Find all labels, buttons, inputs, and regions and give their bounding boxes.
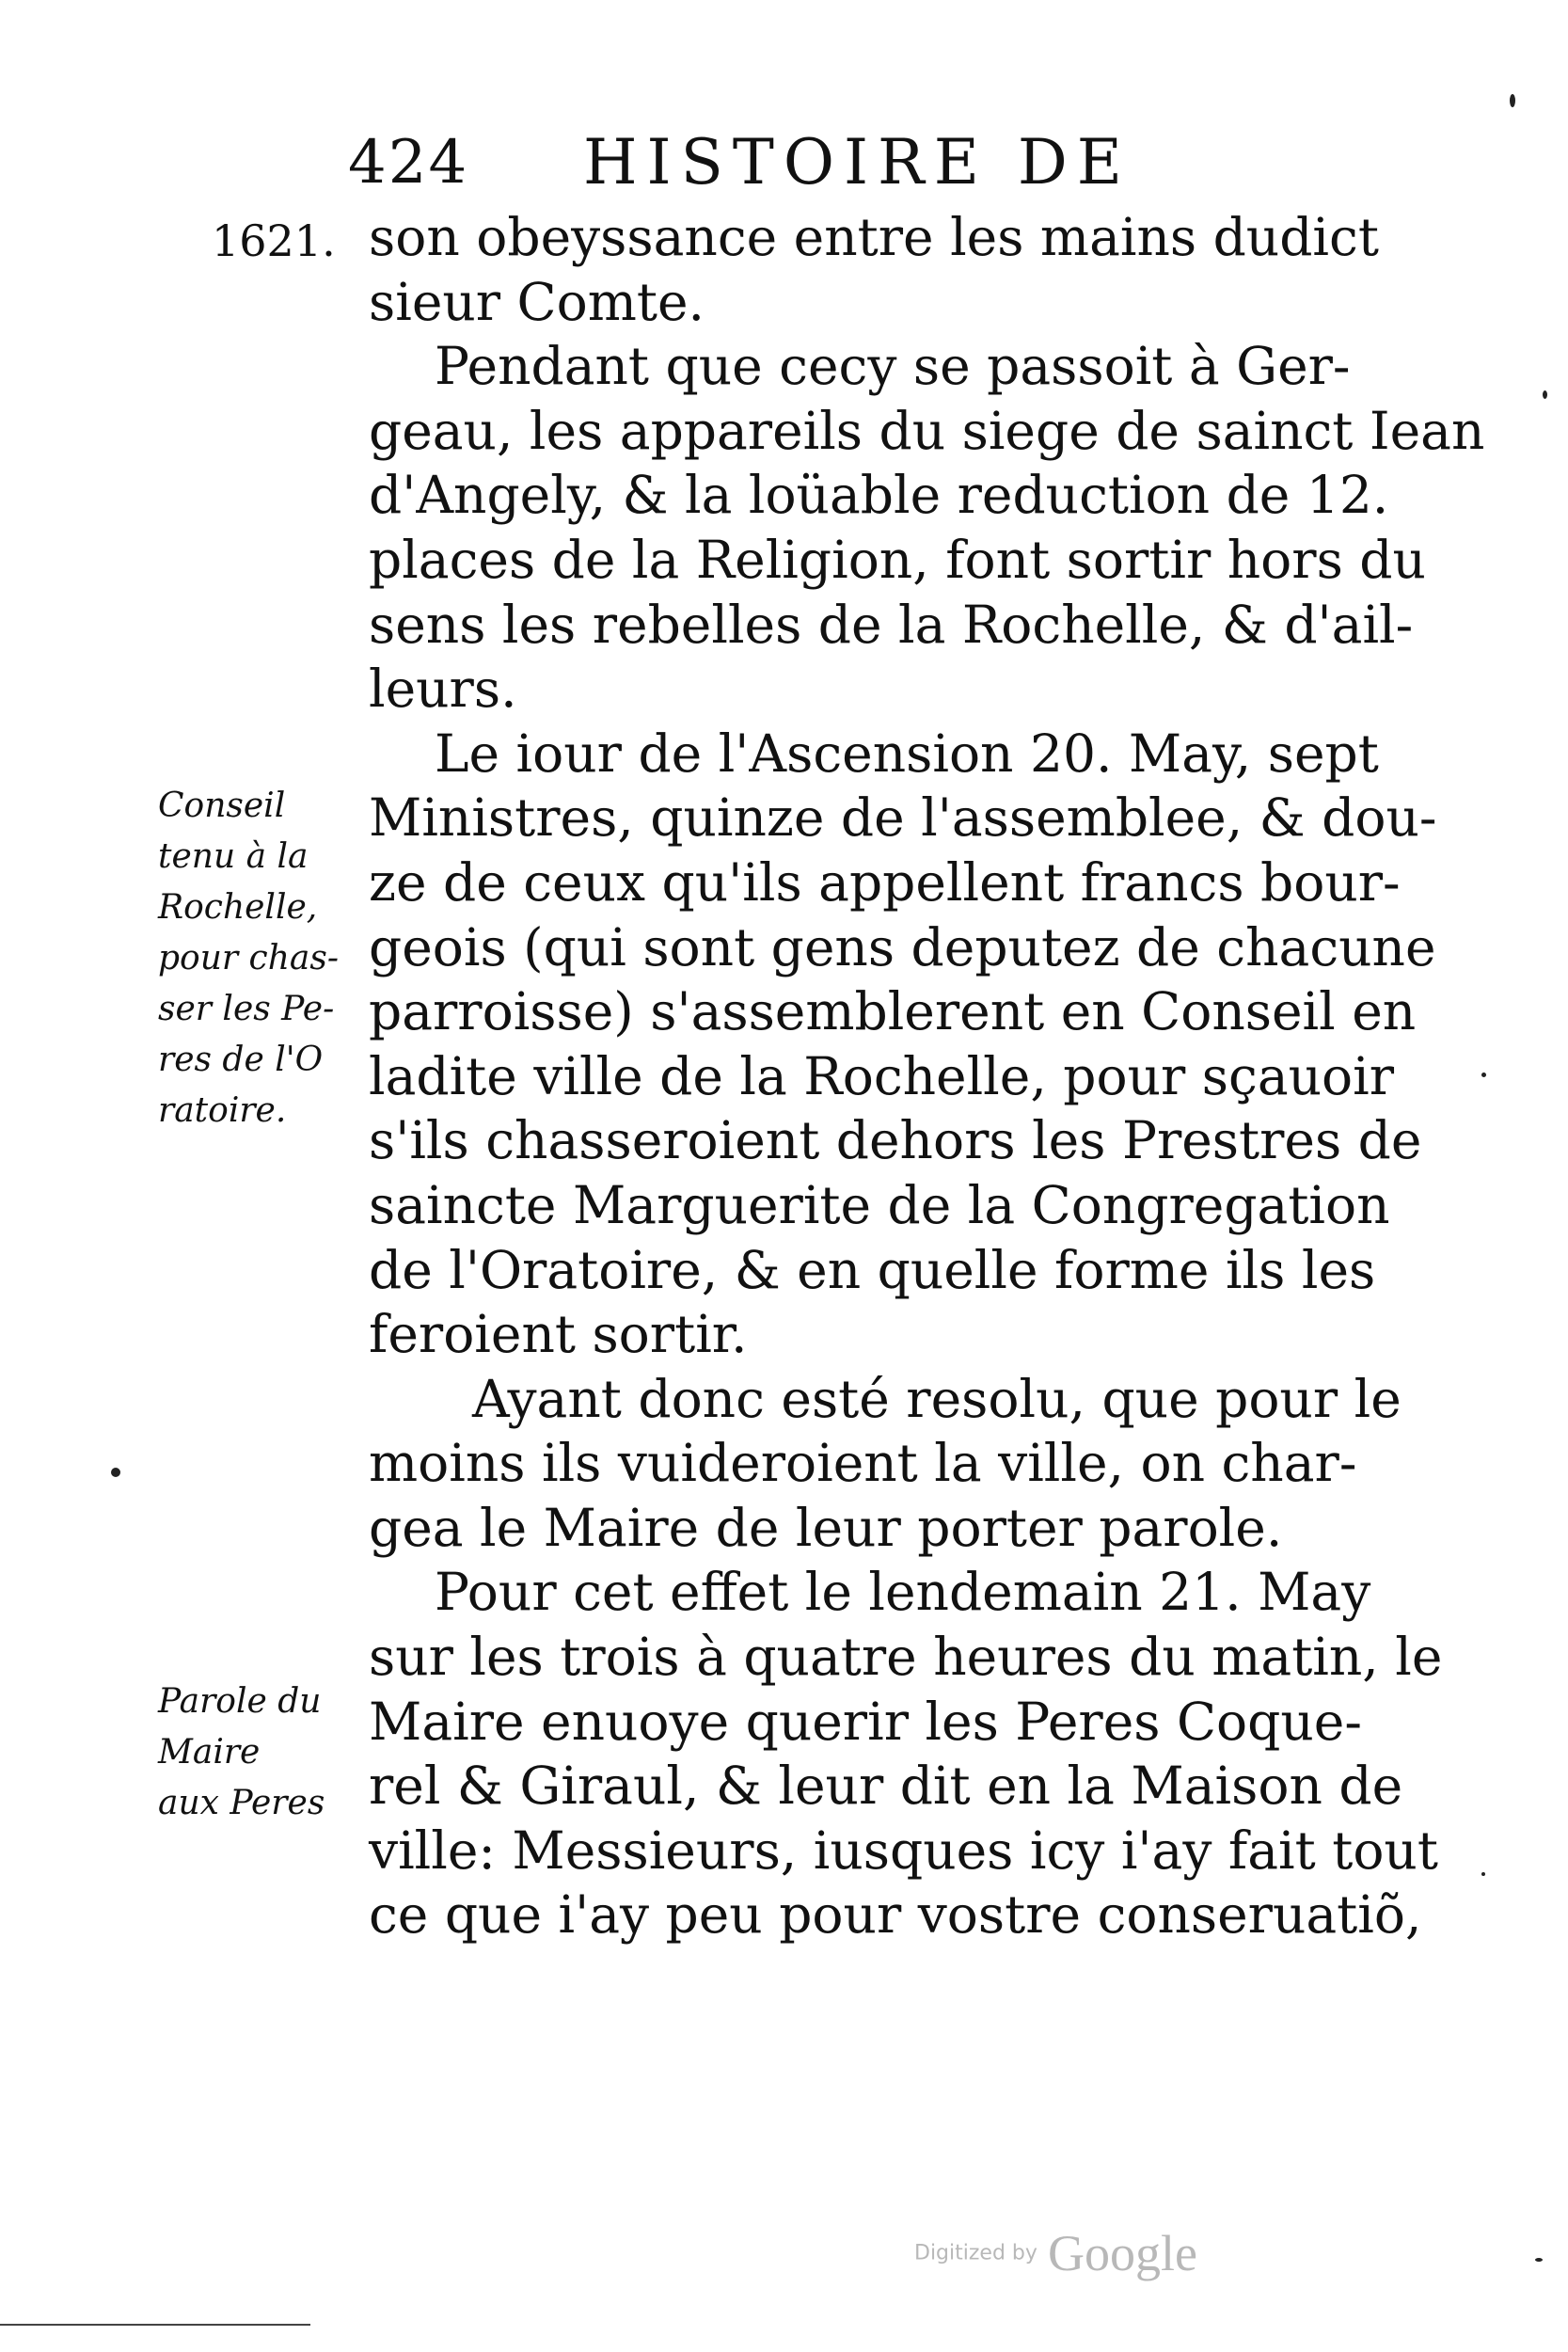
- text-line: parroisse) s'assemblerent en Conseil en: [369, 981, 1417, 1042]
- text-line: sieur Comte.: [369, 271, 705, 332]
- text-line: de l'Oratoire, & en quelle forme ils les: [369, 1239, 1376, 1300]
- text-line: saincte Marguerite de la Congregation: [369, 1174, 1390, 1235]
- text-line: Le iour de l'Ascension 20. May, sept: [435, 723, 1379, 784]
- text-line: s'ils chasseroient dehors les Prestres de: [369, 1110, 1422, 1171]
- page-header: [348, 120, 1176, 205]
- text-line: geau, les appareils du siege de sainct Iean: [369, 400, 1485, 461]
- margin-note-line: ser les Pe-: [158, 990, 335, 1028]
- text-line: gea le Maire de leur porter parole.: [369, 1497, 1283, 1558]
- running-title: HISTOIRE DE: [583, 126, 1132, 199]
- text-line: Ayant donc esté resolu, que pour le: [472, 1368, 1402, 1429]
- scan-speck: [1481, 1073, 1486, 1077]
- margin-note-line: Conseil: [158, 787, 286, 825]
- page-number: 424: [348, 128, 469, 198]
- margin-note-parole: [158, 1677, 325, 1829]
- text-line: geois (qui sont gens deputez de chacune: [369, 916, 1436, 977]
- text-line: Pour cet effet le lendemain 21. May: [435, 1562, 1371, 1623]
- text-line: Ministres, quinze de l'assemblee, & dou-: [369, 787, 1437, 849]
- margin-year: 1621.: [212, 215, 336, 266]
- margin-note-line: tenu à la: [158, 837, 309, 876]
- scan-speck: [1543, 390, 1547, 399]
- text-line: d'Angely, & la loüable reduction de 12.: [369, 465, 1389, 526]
- text-line: feroient sortir.: [369, 1304, 748, 1365]
- digitized-watermark: [914, 2224, 1291, 2299]
- body-text: [369, 205, 1485, 1947]
- digitized-label: Digitized by: [914, 2241, 1037, 2265]
- text-line: leurs.: [369, 659, 517, 720]
- margin-note-conseil: [158, 781, 339, 1136]
- margin-note-line: aux Peres: [158, 1784, 325, 1822]
- text-line: sur les trois à quatre heures du matin, le: [369, 1627, 1443, 1688]
- margin-note-line: Maire: [158, 1733, 261, 1772]
- text-line: Pendant que cecy se passoit à Ger-: [435, 336, 1351, 397]
- margin-note-line: Rochelle,: [158, 888, 318, 927]
- text-line: ville: Messieurs, iusques icy i'ay fait tout: [369, 1820, 1438, 1881]
- text-line: ce que i'ay peu pour vostre conseruatiõ,: [369, 1884, 1422, 1946]
- google-logo: Google: [1048, 2225, 1197, 2281]
- margin-note-line: ratoire.: [158, 1091, 287, 1130]
- text-line: moins ils vuideroient la ville, on char-: [369, 1433, 1357, 1494]
- text-line: ladite ville de la Rochelle, pour sçauoir: [369, 1045, 1395, 1106]
- text-line: sens les rebelles de la Rochelle, & d'ail-: [369, 594, 1414, 655]
- text-line: places de la Religion, font sortir hors du: [369, 529, 1426, 590]
- margin-note-line: Parole du: [158, 1682, 322, 1721]
- text-line: ze de ceux qu'ils appellent francs bour-: [369, 851, 1401, 913]
- text-line: Maire enuoye querir les Peres Coque-: [369, 1691, 1362, 1752]
- scan-speck: [1481, 1872, 1485, 1876]
- margin-note-line: res de l'O: [158, 1041, 324, 1079]
- text-line: rel & Giraul, & leur dit en la Maison de: [369, 1756, 1403, 1817]
- text-line: son obeyssance entre les mains dudict: [369, 207, 1379, 267]
- scan-speck: [1510, 94, 1515, 107]
- scan-speck: [1535, 2258, 1543, 2262]
- margin-note-line: pour chas-: [158, 939, 340, 977]
- bottom-scan-edge: [0, 2324, 310, 2326]
- scan-speck: [111, 1468, 120, 1477]
